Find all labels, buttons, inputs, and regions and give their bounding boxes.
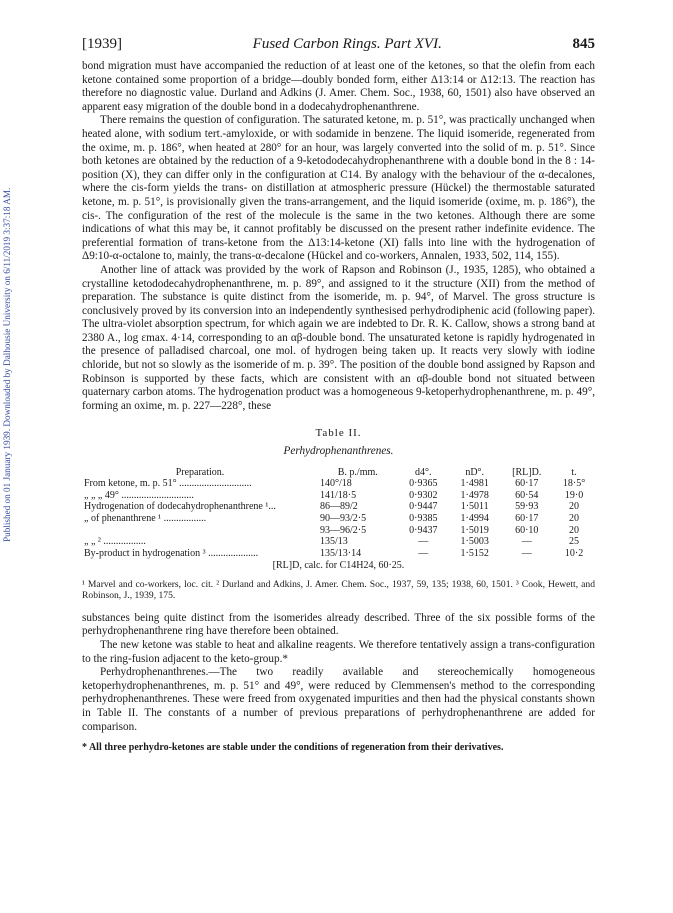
paragraph-4: substances being quite distinct from the isomerides already described. Three of the six possible forms of the perhydrophenanthrene ring have therefore been obtained. [82,611,595,638]
table-row: „ „ „ 49° ............................. 141/18·5 0·9302 1·4978 60·54 19·0 [84,489,584,501]
col-bp: B. p./mm. [337,466,378,478]
header-title: Fused Carbon Rings. Part XVI. [252,36,442,52]
table-caption: Perhydrophenanthrenes. [283,445,394,458]
paragraph-6: Perhydrophenanthrenes.—The two readily available and stereochemically homogeneous ketoperhydrophenanthrenes, m. p. 51° and 49°, were reduced by Clemmensen's method to the corresponding perhydrophenanthrenes. These were freed from oxygenated impurities and then had the physical constants shown in Table II. The constants of a number of previous preparations of perhydrophenanthrene are added for comparison. [82,666,595,733]
col-density: d4°. [415,466,432,478]
table-label: Table II. [315,427,362,440]
footnote-star: * All three perhydro-ketones are stable under the conditions of regeneration from their derivatives. [82,742,504,754]
paragraph-1: bond migration must have accompanied the reduction of at least one of the ketones, so that the olefin from each ketone contained some proportion of a bridge—doubly bonded form, either Δ13:14 or Δ12:13. The reaction has therefore no diagnostic value. Durland and Adkins (J. Amer. Chem. Soc., 1938, 60, 1501) also have observed an apparent easy migration of the double bond in a dodecahydrophenanthrene. [82,60,595,113]
body-text-top [82,60,595,754]
col-temperature: t. [571,466,577,478]
col-refractive-index: nD°. [465,466,485,478]
col-refraction: [RL]D. [512,466,542,478]
table-header-row [82,467,595,479]
page-number: 845 [572,36,595,52]
table-row: „ of phenanthrene ¹ ................. 90—93/2·5 0·9385 1·4994 60·17 20 [84,513,580,524]
data-table [82,467,595,560]
table-row: Hydrogenation of dodecahydrophenanthrene ¹... 86—89/2 0·9447 1·5011 59·93 20 [84,501,580,513]
table-row: By-product in hydrogenation ³ .................... 135/13·14 — 1·5152 — 10·2 [84,547,584,559]
running-header [82,36,595,54]
col-preparation: Preparation. [175,466,225,478]
table-footnotes: ¹ Marvel and co-workers, loc. cit. ² Durland and Adkins, J. Amer. Chem. Soc., 1937, 59, 135; 1938, 60, 1501. ³ Cook, Hewett, and Robinson, J., 1939, 175. [82,578,595,602]
table-row: „ „ ² ................. 135/13 — 1·5003 — 25 [84,536,580,548]
table-row: From ketone, m. p. 51° ............................. 140°/18 0·9365 1·4981 60·17 18·5° [84,478,586,490]
download-watermark: Published on 01 January 1939. Downloaded by Dalhousie University on 6/11/2019 3:37:18 AM. [2,187,12,543]
paragraph-3: Another line of attack was provided by the work of Rapson and Robinson (J., 1935, 1285), who obtained a crystalline ketododecahydrophenanthrene, m. p. 89°, and assigned to it the structure (XII) from the method of preparation. The substance is quite distinct from the isomeride, m. p. 94°, of Marvel. The gross structure is conclusively proved by its conversion into an independently synthesised perhydrodiphenic acid (following paper). The ultra-violet absorption spectrum, for which again we are indebted to Dr. R. K. Callow, shows a strong band at 2380 A., log εmax. 4·14, corresponding to an αβ-double bond. The unsaturated ketone is rapidly hydrogenated in the presence of palladised charcoal, one mol. of hydrogen being taken up. It reacts very slowly with iodine chloride, but not so slowly as the isomeride of m. p. 39°. The position of the double bond assigned by Rapson and Robinson is supported by these facts, which are consistent with an αβ-double bond not situated between quaternary carbon atoms. The hydrogenation product was a homogeneous 9-ketoperhydrophenanthrene, m. p. 49°, forming an oxime, m. p. 227—228°, these [82,263,595,412]
table-note: [RL]D, calc. for C14H24, 60·25. [272,560,405,572]
table-row: 93—96/2·5 0·9437 1·5019 60·10 20 [319,524,580,536]
paragraph-5: The new ketone was stable to heat and alkaline reagents. We therefore tentatively assign a trans-configuration to the ring-fusion adjacent to the keto-group.* [82,638,595,665]
header-year: [1939] [82,36,122,52]
paragraph-2: There remains the question of configuration. The saturated ketone, m. p. 51°, was practically unchanged when heated alone, with sodium tert.-amyloxide, or with sodamide in benzene. The liquid isomeride, regenerated from the oxime, m. p. 186°, when heated at 280° for an hour, was largely converted into the solid of m. p. 51°. Since both ketones are obtained by the reduction of a 9-ketododecahydrophenanthrene with a double bond in the 8 : 14-position (X), they can differ only in the configuration at C14. By analogy with the behaviour of the α-decalones, where the cis-form yields the trans- on distillation at atmospheric pressure (Hückel) the thermostable saturated ketone, m. p. 51°, is provisionally given the trans-arrangement, and the liquid isomeride (oxime, m. p. 186°), the cis-. The configuration of the rest of the molecule is the same in the two ketones. Although there are some indications of what this may be, it cannot profitably be discussed on the present rather indefinite evidence. The preferential formation of trans-ketone from the Δ13:14-ketone (XI) falls into line with the hydrogenation of Δ9:10-α-octalone to, mainly, the trans-α-decalone (Hückel and co-workers, Annalen, 1933, 502, 114, 155). [82,114,595,263]
